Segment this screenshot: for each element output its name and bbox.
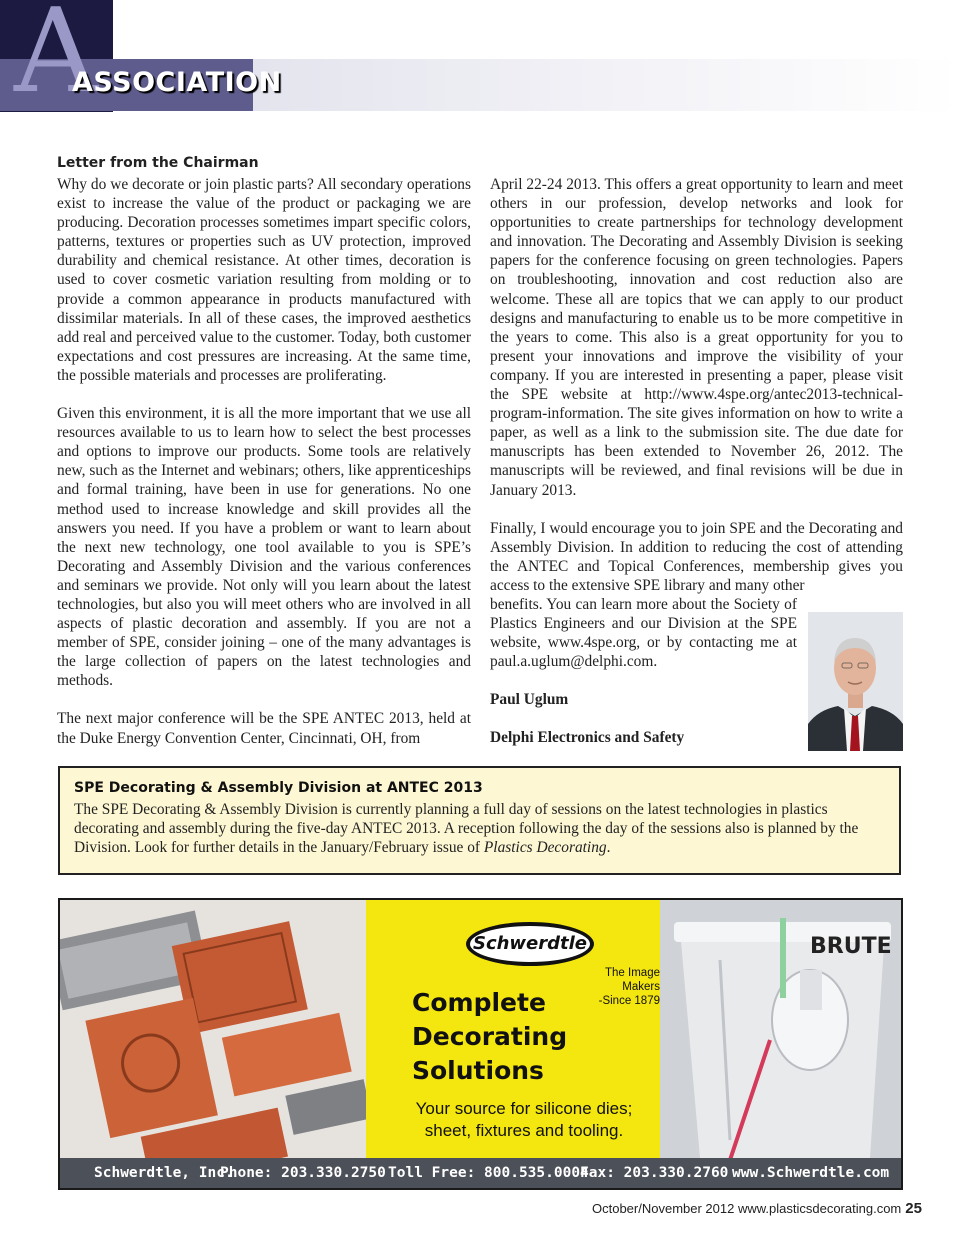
ad-headline-line: Decorating [412, 1022, 568, 1051]
ad-tagline-line-2: -Since 1879 [598, 995, 660, 1007]
antec-sidebar-box [58, 766, 901, 875]
signature-company: Delphi Electronics and Safety [490, 729, 685, 747]
ad-headline-line: Solutions [412, 1056, 544, 1085]
letter-paragraph: April 22-24 2013. This offers a great opportunity to learn and meet others in our profession, develop networks and look for opportunities to create partnerships for technology development and innovation. The Decorating and Assembly Division is seeking papers for the conference focusing on green technologies. Papers on troubleshooting, innovation and cost reduction also are welcome. These all are topics that we can apply to our product designs and manufacturing to enable us to be more competitive in the years to come. This also is a great opportunity for you to present your innovations and improve the visibility of your company. If you are interested in presenting a paper, please visit the SPE website at http://www.4spe.org/antec2013-technical-program-information. The site gives information on how to write a paper, as well as a link to the submission site. The due date for manuscripts has been extended to November 26, 2012. The manuscripts will be reviewed, and final revisions will be due in January 2013. [490, 176, 903, 499]
sidebar-body-end: . [606, 839, 611, 857]
ad-tagline [580, 966, 660, 1008]
letter-paragraph: Why do we decorate or join plastic parts? All secondary operations exist to increase the value of the product or packaging we are producing. Decoration processes sometimes impart specific colors, patterns, textures or properties such as UV protection, improved durability and chemical resistance. At other times, decoration is used to cover cosmetic variation resulting from molding or to provide a common appearance in products manufactured with dissimilar materials. In all of these cases, the improved aesthetics add real and perceived value to the customer. Today, both customer expectations and cost pressures are increasing. At the same time, the possible materials and processes are proliferating. [57, 176, 471, 384]
page-number: 25 [905, 1200, 922, 1217]
ad-headline [412, 986, 567, 1088]
ad-product-photo-dies [60, 900, 366, 1158]
sidebar-publication-name: Plastics Decorating [483, 839, 607, 857]
header-gradient-band [253, 59, 960, 111]
schwerdtle-advertisement [58, 898, 903, 1190]
author-photo [808, 612, 903, 751]
ad-company: Schwerdtle, Inc. [94, 1165, 234, 1181]
sidebar-title: SPE Decorating & Assembly Division at ANTEC 2013 [74, 780, 483, 796]
header-initial-letter: A [14, 0, 98, 119]
ad-phone: Phone: 203.330.2750 [220, 1165, 386, 1181]
schwerdtle-logo: Schwerdtle [466, 922, 594, 966]
ad-product-photo-bucket [660, 900, 901, 1158]
letter-paragraph: The next major conference will be the SPE ANTEC 2013, held at the Duke Energy Convention Center, Cincinnati, OH, from [57, 710, 471, 747]
sidebar-text [74, 800, 889, 857]
footer-issue: October/November 2012 www.plasticsdecorating.com [592, 1201, 902, 1216]
section-title: ASSOCIATION [72, 67, 282, 98]
sidebar-body: The SPE Decorating & Assembly Division is currently planning a full day of sessions on the latest technologies in plastics decorating and assembly during the five-day ANTEC 2013. A reception following the day of the sessions also is planned by the Division. Look for further details in the January/February issue of [74, 801, 859, 857]
letter-paragraph: Given this environment, it is all the more important that we use all resources available to us to learn how to select the best processes and options to improve our products. Some tools are relatively new, such as the Internet and webinars; others, like apprenticeships and formal training, have been in use for generations. No one method used to increase knowledge and skill provides all the answers you need. If you have a problem or want to learn about the next new technology, one tool available to you is SPE’s Decorating and Assembly Division and the various conferences and seminars we provide. Not only will you learn about the latest technologies, but also you will meet others who are involved in all aspects of plastic decoration and assembly. If you are not a member of SPE, consider joining – one of the many advantages is the large collection of papers on the latest technologies and methods. [57, 405, 471, 690]
letter-left-column [57, 175, 471, 767]
page-footer [592, 1200, 922, 1217]
letter-title: Letter from the Chairman [57, 155, 259, 171]
ad-contact-bar [60, 1158, 901, 1188]
ad-tagline-line-1: The Image Makers [605, 967, 660, 993]
ad-subline: Your source for silicone dies; sheet, fixtures and tooling. [415, 1099, 633, 1140]
ad-headline-line: Complete [412, 988, 546, 1017]
ad-website: www.Schwerdtle.com [732, 1165, 890, 1181]
letter-closing-wide: Finally, I would encourage you to join SPE and the Decorating and Assembly Division. In addition to reducing the cost of attending the ANTEC and Topical Conferences, membership gives you access to the extensive SPE library and many other [490, 519, 903, 594]
ad-yellow-panel [366, 900, 660, 1158]
ad-fax: Fax: 203.330.2760 [580, 1165, 729, 1181]
signature-name: Paul Uglum [490, 691, 569, 709]
letter-closing-narrow: benefits. You can learn more about the Society of Plastics Engineers and our Division at the SPE website, www.4spe.org, or by contacting me at paul.a.uglum@delphi.com. [490, 595, 797, 671]
ad-tollfree: Toll Free: 800.535.0004 [388, 1165, 589, 1181]
product-brand-label: BRUTE [810, 934, 892, 959]
